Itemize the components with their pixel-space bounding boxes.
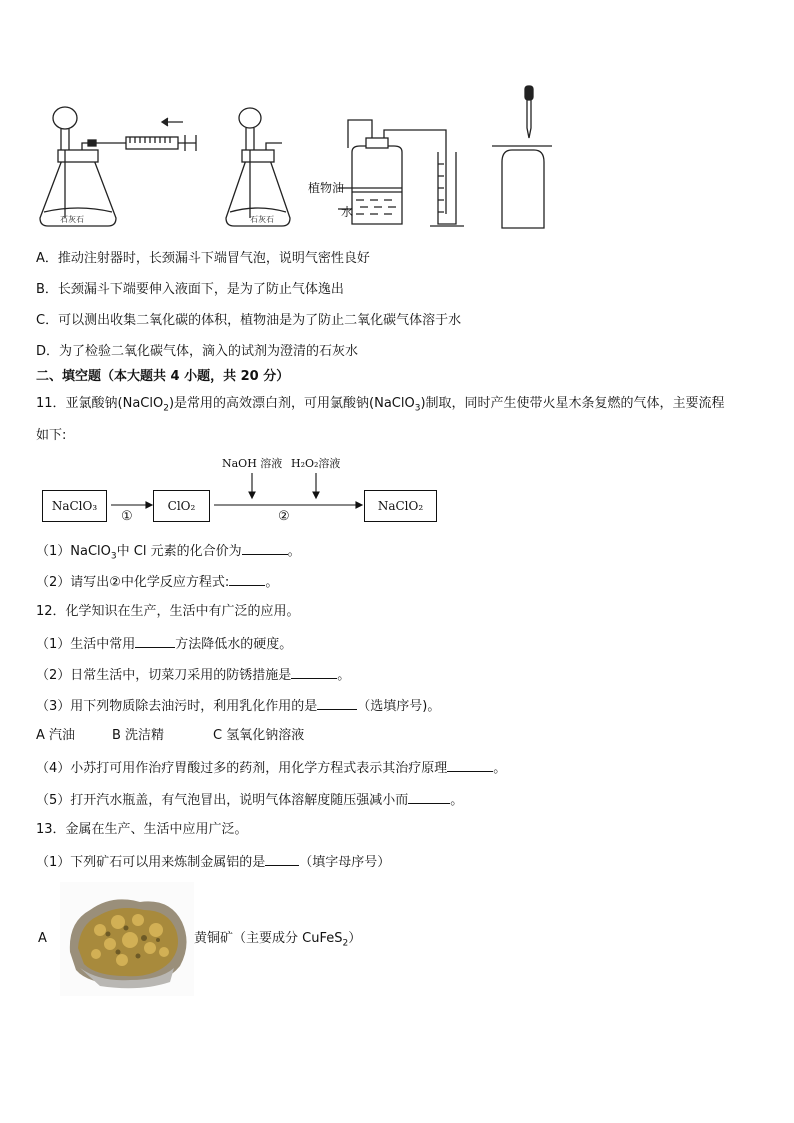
flow-reagent-h2o2: H₂O₂溶液 — [291, 457, 341, 470]
q12-sub3: （3）用下列物质除去油污时，利用乳化作用的是 （选填序号)。 — [36, 696, 440, 716]
answer-blank[interactable] — [408, 790, 450, 804]
answer-blank[interactable] — [265, 852, 299, 866]
q10-option-b: B．长颈漏斗下端要伸入液面下，是为了防止气体逸出 — [36, 282, 344, 297]
q12-sub5: （5）打开汽水瓶盖，有气泡冒出，说明气体溶解度随压强减小而 。 — [36, 790, 463, 810]
answer-blank[interactable] — [447, 758, 493, 772]
section-title: 二、填空题（本大题共 4 小题，共 20 分） — [36, 369, 290, 384]
q12-stem: 12．化学知识在生产，生活中有广泛的应用。 — [36, 604, 300, 619]
flow-step-1: ① — [121, 509, 133, 524]
svg-text:石灰石: 石灰石 — [60, 215, 84, 224]
flow-step-2: ② — [278, 509, 290, 524]
flow-reagent-naoh: NaOH 溶液 — [222, 457, 283, 470]
q11-stem-line2: 如下: — [36, 428, 67, 443]
q12-sub2: （2）日常生活中，切菜刀采用的防锈措施是 。 — [36, 665, 350, 685]
flow-box-naclo3: NaClO₃ — [42, 490, 107, 522]
q12-sub1: （1）生活中常用 方法降低水的硬度。 — [36, 634, 292, 654]
answer-blank[interactable] — [242, 541, 288, 555]
flow-box-clo2: ClO₂ — [153, 490, 210, 522]
q10-option-a: A．推动注射器时，长颈漏斗下端冒气泡，说明气密性良好 — [36, 251, 370, 266]
q10-option-d: D．为了检验二氧化碳气体，滴入的试剂为澄清的石灰水 — [36, 344, 359, 359]
water-label: 水 — [341, 205, 354, 219]
q11-stem: 11．亚氯酸钠(NaClO$_2$)是常用的高效漂白剂，可用氯酸钠(NaClO$_3$)制取，同时产生使带火星木条复燃的气体，主要流程 — [36, 396, 725, 414]
q11-sub2: （2）请写出②中化学反应方程式: 。 — [36, 572, 278, 592]
oil-label: 植物油 — [308, 181, 345, 195]
answer-blank[interactable] — [291, 665, 337, 679]
q13-option-a-text: 黄铜矿（主要成分 CuFeS$_2$） — [194, 931, 362, 949]
flow-box-naclo2: NaClO₂ — [364, 490, 437, 522]
answer-blank[interactable] — [317, 696, 357, 710]
chalcopyrite-ore-image — [60, 882, 194, 996]
q13-option-a-letter: A — [38, 931, 47, 946]
q11-sub1: （1）NaClO$_3$中 Cl 元素的化合价为 。 — [36, 541, 301, 566]
answer-blank[interactable] — [135, 634, 175, 648]
svg-text:石灰石: 石灰石 — [250, 215, 274, 224]
answer-blank[interactable] — [229, 572, 265, 586]
q10-option-c: C．可以测出收集二氧化碳的体积，植物油是为了防止二氧化碳气体溶于水 — [36, 313, 462, 328]
q12-choices: A 汽油 B 洗洁精 C 氢氧化钠溶液 — [36, 728, 305, 743]
q13-stem: 13．金属在生产、生活中应用广泛。 — [36, 822, 248, 837]
q13-sub1: （1）下列矿石可以用来炼制金属铝的是 （填字母序号） — [36, 852, 390, 872]
q12-sub4: （4）小苏打可用作治疗胃酸过多的药剂，用化学方程式表示其治疗原理 。 — [36, 758, 506, 778]
